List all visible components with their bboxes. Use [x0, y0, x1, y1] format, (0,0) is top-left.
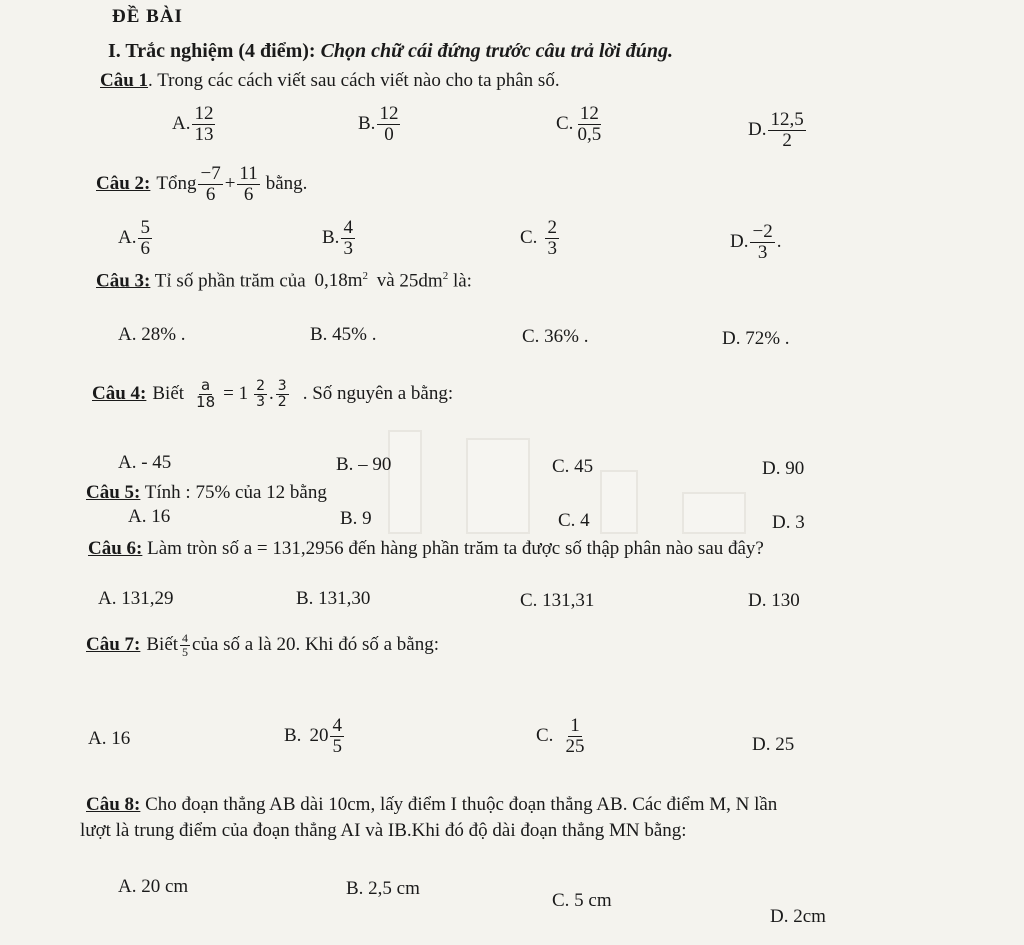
bleed-bar: [388, 430, 422, 534]
q2-option-d[interactable]: D. $\frac{-2}{3}$ .: [730, 221, 782, 263]
q3-option-c[interactable]: C. 36% .: [522, 326, 589, 347]
q6-option-d[interactable]: D. 130: [748, 590, 800, 611]
bleed-bar: [466, 438, 530, 534]
q5-option-a[interactable]: A. 16: [128, 506, 171, 527]
q7-option-c[interactable]: C. $\frac{1}{25}$: [536, 715, 585, 757]
question-5: Câu 5: Tính : 75% của 12 bằng: [86, 482, 327, 503]
q1-option-a[interactable]: A. $\frac{12}{13}$: [172, 103, 214, 145]
q8-option-a[interactable]: A. 20 cm: [118, 876, 189, 897]
page-title: ĐỀ BÀI: [112, 6, 183, 27]
q3-option-d[interactable]: D. 72% .: [722, 328, 790, 349]
question-7: Câu 7: Biết $\frac{4}{5}$ của số a là 20. Khi đó số a bằng:: [86, 631, 439, 659]
fraction: $\frac{4}{5}$: [182, 631, 189, 659]
q2-option-c[interactable]: C. $\frac{2}{3}$: [520, 217, 557, 259]
q8-option-d[interactable]: D. 2cm: [770, 906, 826, 927]
question-1: Câu 1. Trong các cách viết sau cách viết nào cho ta phân số.: [100, 70, 560, 91]
q7-option-a[interactable]: A. 16: [88, 728, 131, 749]
bleed-bar: [682, 492, 746, 534]
section-heading: I. Trắc nghiệm (4 điểm): Chọn chữ cái đứng trước câu trả lời đúng.: [108, 40, 674, 62]
question-8-line-2: lượt là trung điểm của đoạn thẳng AI và IB.Khi đó độ dài đoạn thẳng MN bằng:: [80, 820, 687, 841]
q1-option-c[interactable]: C. $\frac{12}{0,5}$: [556, 103, 602, 145]
fraction: $\frac{2}{3}$: [256, 378, 266, 410]
q5-option-d[interactable]: D. 3: [772, 512, 805, 533]
q1-option-d[interactable]: D. $\frac{12,5}{2}$: [748, 109, 804, 151]
q2-option-a[interactable]: A. $\frac{5}{6}$: [118, 217, 150, 259]
q7-option-d[interactable]: D. 25: [752, 734, 795, 755]
question-3: Câu 3: Tỉ số phần trăm của $0,18m^2$ và $25dm^2$ là:: [96, 270, 472, 292]
q4-option-b[interactable]: B. – 90: [336, 454, 392, 475]
question-6: Câu 6: Làm tròn số a = 131,2956 đến hàng phần trăm ta được số thập phân nào sau đây?: [88, 538, 764, 559]
q8-option-b[interactable]: B. 2,5 cm: [346, 878, 420, 899]
q5-option-b[interactable]: B. 9: [340, 508, 372, 529]
question-8-line-1: Câu 8: Cho đoạn thẳng AB dài 10cm, lấy điểm I thuộc đoạn thẳng AB. Các điểm M, N lần: [86, 794, 778, 815]
q5-option-c[interactable]: C. 4: [558, 510, 590, 531]
q6-option-b[interactable]: B. 131,30: [296, 588, 371, 609]
q3-option-b[interactable]: B. 45% .: [310, 324, 377, 345]
q3-option-a[interactable]: A. 28% .: [118, 324, 186, 345]
q1-option-b[interactable]: B. $\frac{12}{0}$: [358, 103, 399, 145]
q4-option-d[interactable]: D. 90: [762, 458, 805, 479]
question-4: Câu 4: Biết $\frac{a}{18}$ = 1 $\frac{2}{3}$ . $\frac{3}{2}$ . Số nguyên a bằng:: [92, 376, 454, 411]
fraction: $\frac{a}{18}$: [196, 376, 216, 411]
q7-option-b[interactable]: B. 20 $\frac{4}{5}$: [284, 715, 342, 757]
q8-option-c[interactable]: C. 5 cm: [552, 890, 612, 911]
q2-option-b[interactable]: B. $\frac{4}{3}$: [322, 217, 353, 259]
q4-option-a[interactable]: A. - 45: [118, 452, 172, 473]
bleed-bar: [600, 470, 638, 534]
fraction: $\frac{-7}{6}$: [200, 163, 221, 205]
q6-option-a[interactable]: A. 131,29: [98, 588, 174, 609]
fraction: $\frac{3}{2}$: [277, 378, 287, 410]
q4-option-c[interactable]: C. 45: [552, 456, 594, 477]
fraction: $\frac{11}{6}$: [239, 163, 258, 205]
q6-option-c[interactable]: C. 131,31: [520, 590, 595, 611]
question-2: Câu 2: Tổng $\frac{-7}{6}$ + $\frac{11}{6}$ bằng.: [96, 163, 308, 205]
